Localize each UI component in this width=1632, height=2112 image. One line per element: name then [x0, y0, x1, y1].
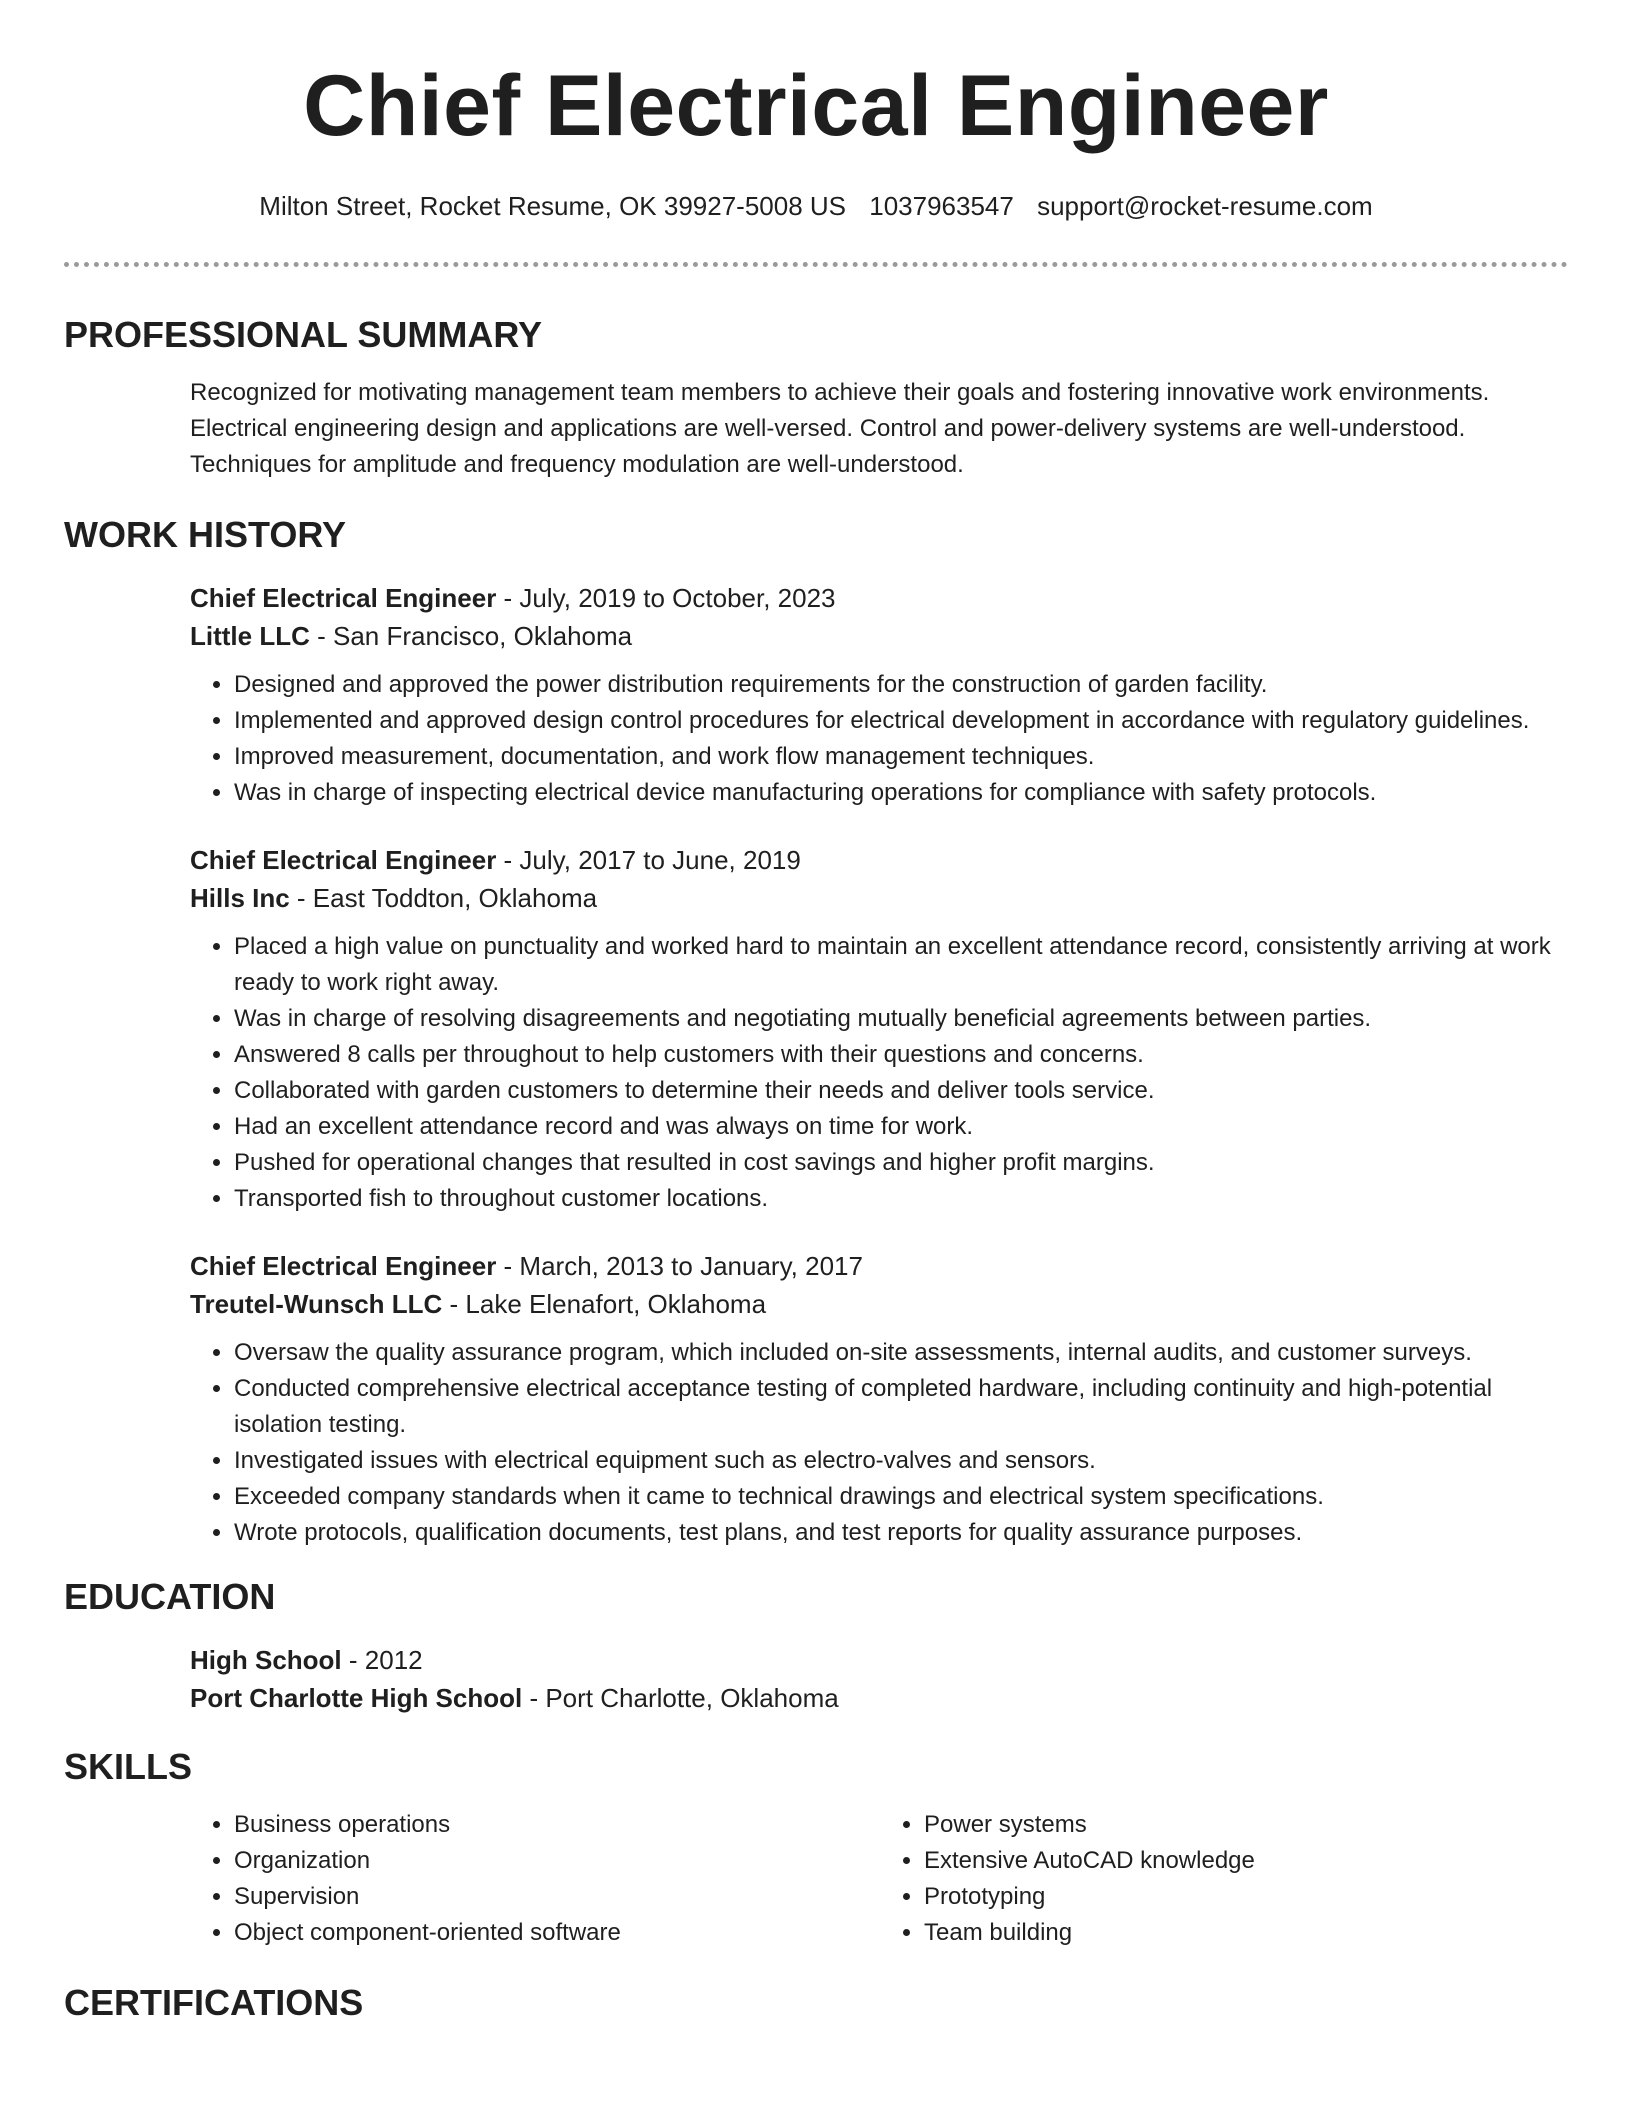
- job-entry: [190, 579, 1568, 811]
- job-dates: - March, 2013 to January, 2017: [496, 1251, 863, 1281]
- job-title-line: [190, 1247, 1568, 1285]
- job-location: - Lake Elenafort, Oklahoma: [442, 1289, 767, 1319]
- list-item: • Had an excellent attendance record and was always on time for work.: [234, 1109, 1568, 1145]
- job-company: Hills Inc: [190, 883, 290, 913]
- job-dates: - July, 2019 to October, 2023: [496, 583, 836, 613]
- job-bullets: [190, 1335, 1568, 1551]
- work-history-heading: WORK HISTORY: [64, 514, 347, 555]
- summary-heading: PROFESSIONAL SUMMARY: [64, 314, 543, 355]
- list-item: • Designed and approved the power distribution requirements for the construction of garden facility.: [234, 667, 1568, 703]
- school-line: [190, 1679, 1568, 1717]
- list-item: • Exceeded company standards when it came to technical drawings and electrical system specifications.: [234, 1479, 1568, 1515]
- degree: High School: [190, 1645, 342, 1675]
- job-company: Little LLC: [190, 621, 310, 651]
- list-item: • Oversaw the quality assurance program, which included on-site assessments, internal audits, and customer surveys.: [234, 1335, 1568, 1371]
- school-location: - Port Charlotte, Oklahoma: [522, 1683, 839, 1713]
- list-item: • Pushed for operational changes that resulted in cost savings and higher profit margins.: [234, 1145, 1568, 1181]
- skills-columns: [190, 1807, 1570, 1951]
- header-divider: [64, 262, 1568, 267]
- certifications-heading: CERTIFICATIONS: [64, 1982, 364, 2023]
- contact-line: [64, 190, 1568, 222]
- list-item: • Extensive AutoCAD knowledge: [924, 1843, 1570, 1879]
- job-entry: [190, 841, 1568, 1217]
- list-item: • Organization: [234, 1843, 880, 1879]
- job-role: Chief Electrical Engineer: [190, 845, 497, 875]
- job-bullets: [190, 667, 1568, 811]
- skills-left-list: [190, 1807, 880, 1951]
- list-item: • Investigated issues with electrical equipment such as electro-valves and sensors.: [234, 1443, 1568, 1479]
- list-item: • Conducted comprehensive electrical acceptance testing of completed hardware, including continuity and high-potential isolation testing.: [234, 1371, 1568, 1443]
- degree-line: [190, 1641, 1568, 1679]
- job-location: - San Francisco, Oklahoma: [309, 621, 633, 651]
- skills-heading: SKILLS: [64, 1746, 193, 1787]
- list-item: • Implemented and approved design control procedures for electrical development in accordance with regulatory guidelines.: [234, 703, 1568, 739]
- list-item: • Placed a high value on punctuality and worked hard to maintain an excellent attendance record, consistently arriving at work ready to work right away.: [234, 929, 1568, 1001]
- page-title: Chief Electrical Engineer: [303, 58, 1329, 154]
- summary-text: Recognized for motivating management team members to achieve their goals and fostering innovative work environments. Electrical engineering design and applications are well-versed. Control and power-delivery systems are well-understood. Techniques for amplitude and frequency modulation are well-understood.: [190, 379, 1490, 478]
- list-item: • Business operations: [234, 1807, 880, 1843]
- skills-section: [190, 1807, 1568, 1951]
- job-company-line: [190, 1285, 1568, 1323]
- list-item: • Power systems: [924, 1807, 1570, 1843]
- job-title-line: [190, 579, 1568, 617]
- job-entry: [190, 1247, 1568, 1551]
- job-company: Treutel-Wunsch LLC: [190, 1289, 443, 1319]
- list-item: • Was in charge of resolving disagreements and negotiating mutually beneficial agreements between parties.: [234, 1001, 1568, 1037]
- list-item: • Supervision: [234, 1879, 880, 1915]
- contact-address: Milton Street, Rocket Resume, OK 39927-5008 US: [259, 191, 847, 221]
- job-title-line: [190, 841, 1568, 879]
- list-item: • Collaborated with garden customers to determine their needs and deliver tools service.: [234, 1073, 1568, 1109]
- contact-email: support@rocket-resume.com: [1037, 191, 1373, 221]
- list-item: • Object component-oriented software: [234, 1915, 880, 1951]
- education-entry: [190, 1641, 1568, 1717]
- job-role: Chief Electrical Engineer: [190, 583, 497, 613]
- list-item: • Team building: [924, 1915, 1570, 1951]
- job-company-line: [190, 617, 1568, 655]
- list-item: • Was in charge of inspecting electrical device manufacturing operations for compliance with safety protocols.: [234, 775, 1568, 811]
- education-heading: EDUCATION: [64, 1576, 276, 1617]
- skills-right-list: [880, 1807, 1570, 1951]
- list-item: • Improved measurement, documentation, and work flow management techniques.: [234, 739, 1568, 775]
- school-name: Port Charlotte High School: [190, 1683, 523, 1713]
- job-location: - East Toddton, Oklahoma: [289, 883, 598, 913]
- list-item: • Wrote protocols, qualification documents, test plans, and test reports for quality assurance purposes.: [234, 1515, 1568, 1551]
- list-item: • Answered 8 calls per throughout to help customers with their questions and concerns.: [234, 1037, 1568, 1073]
- job-company-line: [190, 879, 1568, 917]
- job-role: Chief Electrical Engineer: [190, 1251, 497, 1281]
- contact-phone: 1037963547: [869, 191, 1014, 221]
- job-dates: - July, 2017 to June, 2019: [496, 845, 801, 875]
- list-item: • Transported fish to throughout customer locations.: [234, 1181, 1568, 1217]
- degree-year: - 2012: [341, 1645, 423, 1675]
- job-bullets: [190, 929, 1568, 1217]
- summary-section: [190, 375, 1568, 483]
- list-item: • Prototyping: [924, 1879, 1570, 1915]
- resume-page: [64, 0, 1568, 2025]
